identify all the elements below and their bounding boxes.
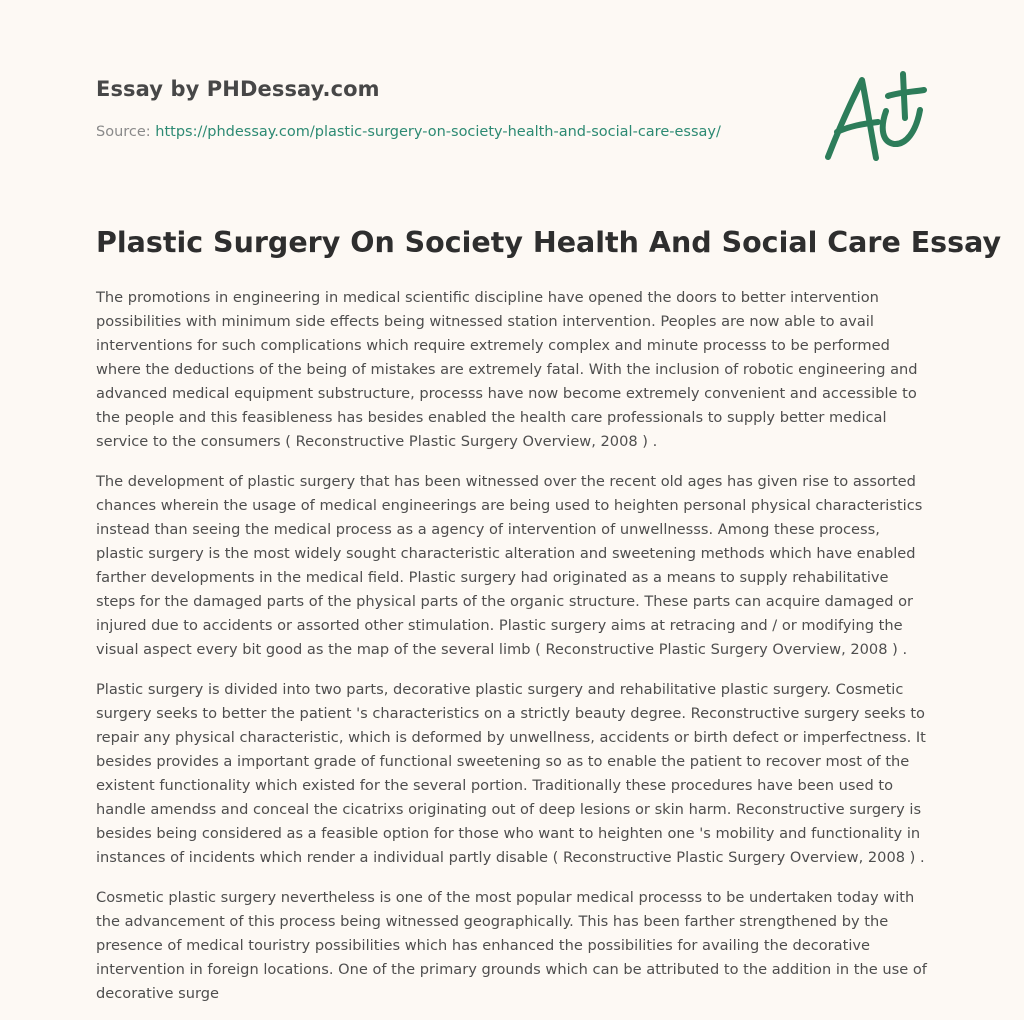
essay-paragraph: The development of plastic surgery that has been witnessed over the recent old ages has given rise to assorted chances wherein the usage of medical engineerings are being used to heighten personal physical characteristics instead than seeing the medical process as a agency of intervention of unwellnesss. Among these process, plastic surgery is the most widely sought characteristic alteration and sweetening methods which have enabled farther developments in the medical field. Plastic surgery had originated as a means to supply rehabilitative steps for the damaged parts of the physical parts of the organic structure. These parts can acquire damaged or injured due to accidents or assorted other stimulation. Plastic surgery aims at retracing and / or modifying the visual aspect every bit good as the map of the several limb ( Reconstructive Plastic Surgery Overview, 2008 ) . (96, 473, 923, 658)
essay-paragraph: Plastic surgery is divided into two parts, decorative plastic surgery and rehabilitative plastic surgery. Cosmetic surgery seeks to better the patient 's characteristics on a strictly beauty degree. Reconstructive surgery seeks to repair any physical characteristic, which is deformed by unwellness, accidents or birth defect or imperfectness. It besides provides a important grade of functional sweetening so as to enable the patient to recover most of the existent functionality which existed for the several portion. Traditionally these procedures have been used to handle amendss and conceal the cicatrixs originating out of deep lesions or skin harm. Reconstructive surgery is besides being considered as a feasible option for those who want to heighten one 's mobility and functionality in instances of incidents which render a individual partly disable ( Reconstructive Plastic Surgery Overview, 2008 ) . (96, 681, 926, 866)
a-plus-grade-icon (820, 66, 930, 166)
essay-body (96, 286, 928, 1020)
source-line (96, 124, 721, 140)
source-label: Source: (96, 124, 151, 140)
source-link[interactable]: https://phdessay.com/plastic-surgery-on-society-health-and-social-care-essay/ (155, 124, 721, 140)
essay-paragraph: Cosmetic plastic surgery nevertheless is one of the most popular medical processs to be undertaken today with the advancement of this process being witnessed geographically. This has been farther strengthened by the presence of medical touristry possibilities which has enhanced the possibilities for availing the decorative intervention in foreign locations. One of the primary grounds which can be attributed to the addition in the use of decorative surge (96, 889, 927, 1002)
essay-title: Plastic Surgery On Society Health And Social Care Essay (96, 226, 1002, 259)
essay-paragraph: The promotions in engineering in medical scientific discipline have opened the doors to better intervention possibilities with minimum side effects being witnessed station intervention. Peoples are now able to avail interventions for such complications which require extremely complex and minute processs to be performed where the deductions of the being of mistakes are extremely fatal. With the inclusion of robotic engineering and advanced medical equipment substructure, processs have now become extremely convenient and accessible to the people and this feasibleness has besides enabled the health care professionals to supply better medical service to the consumers ( Reconstructive Plastic Surgery Overview, 2008 ) . (96, 289, 918, 450)
site-title: Essay by PHDessay.com (96, 77, 380, 101)
